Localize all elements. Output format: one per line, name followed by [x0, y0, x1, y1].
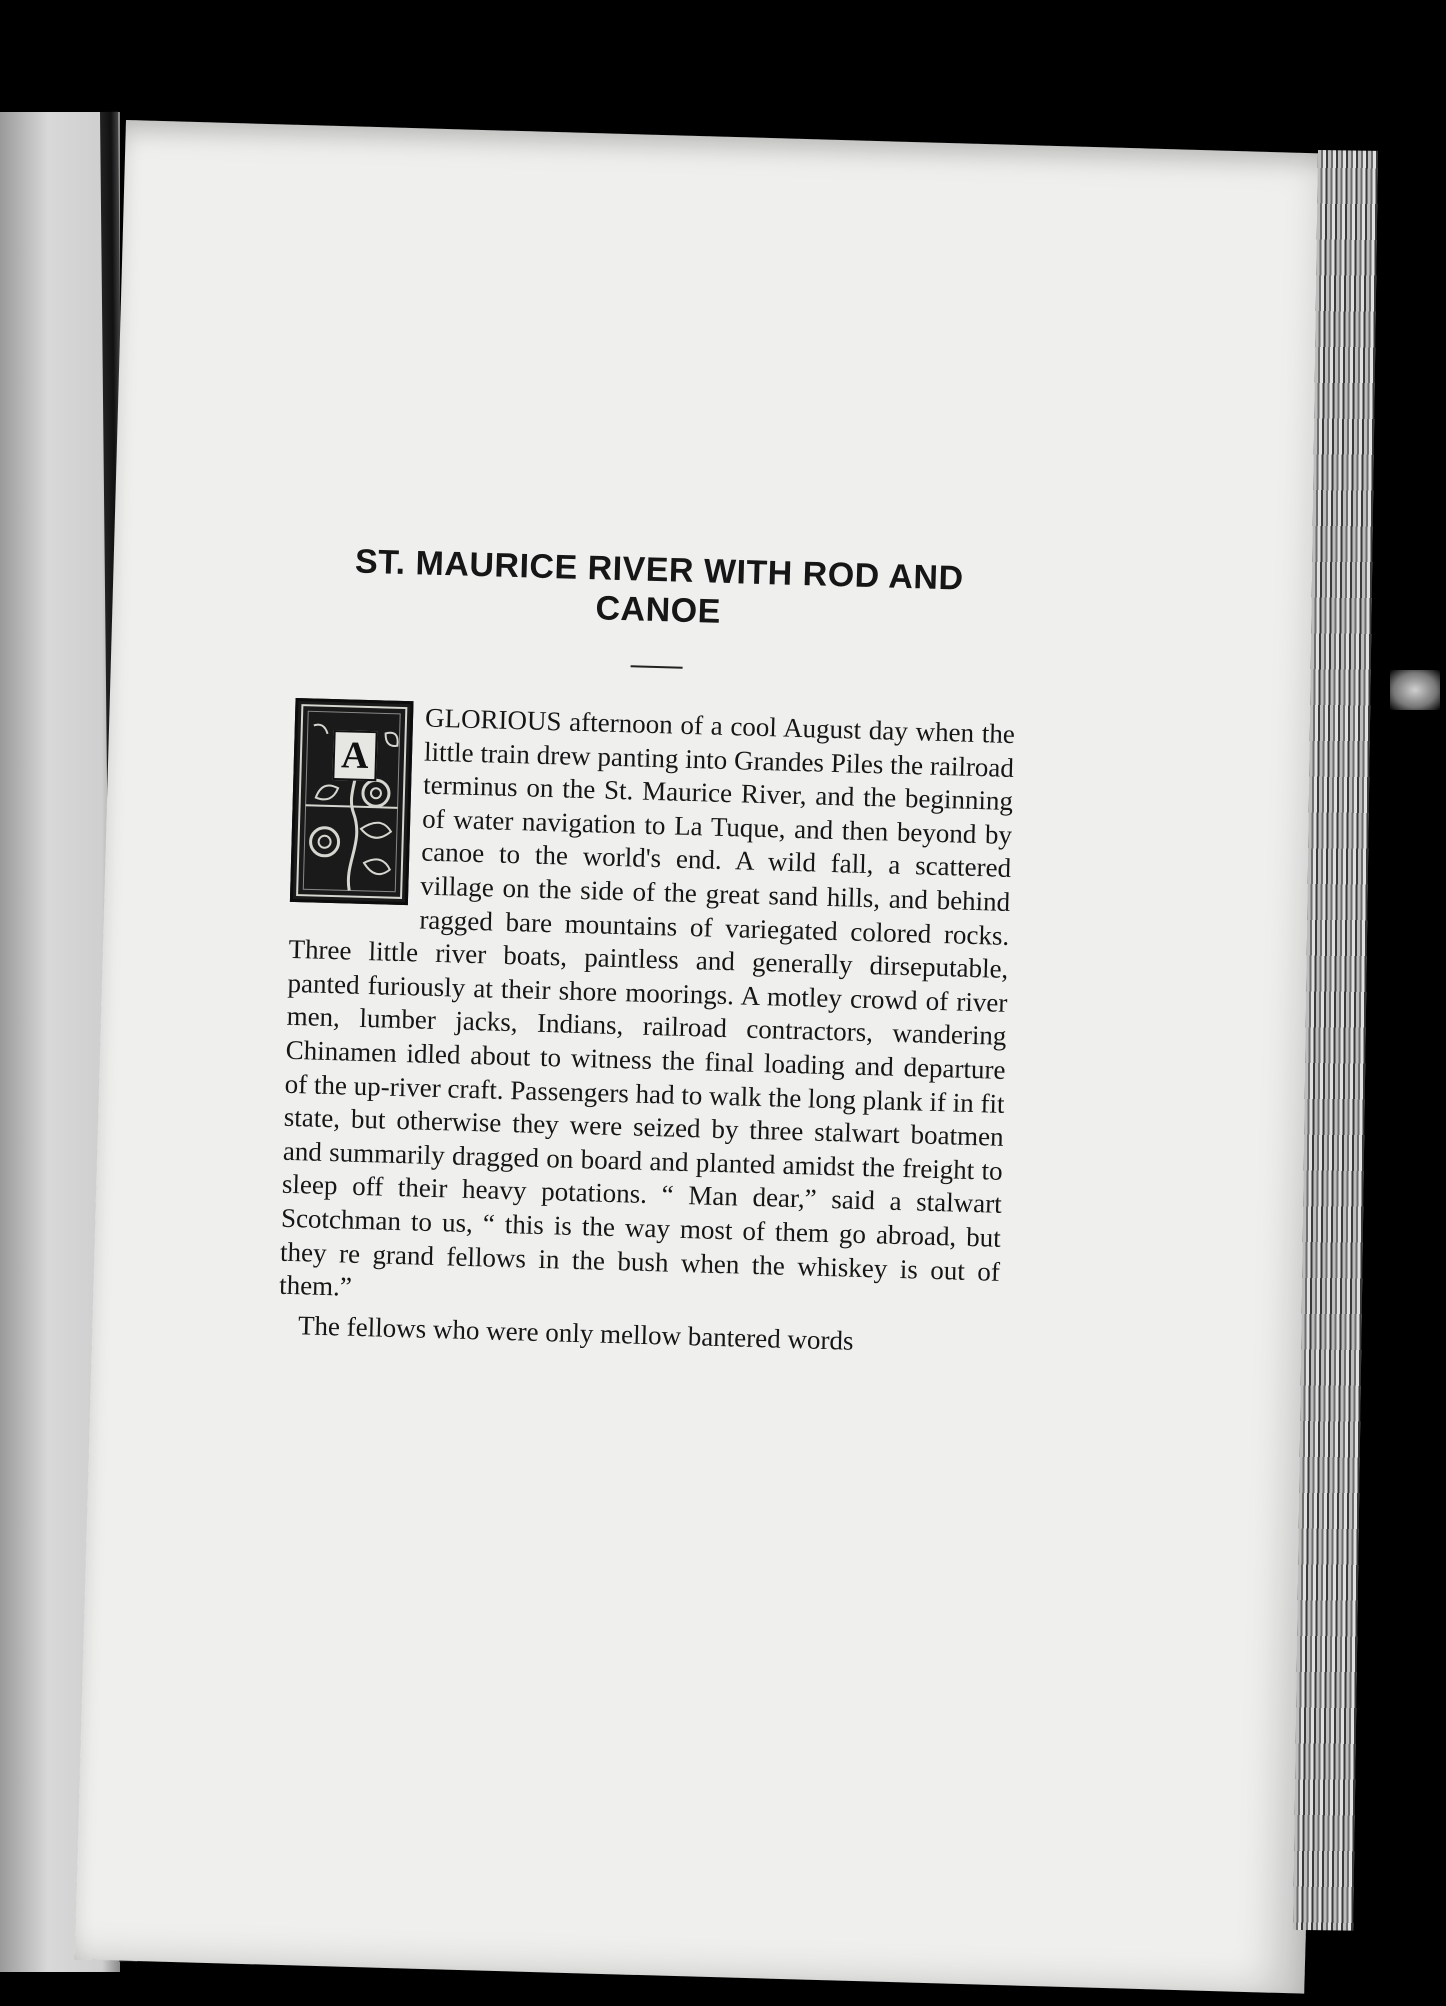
light-reflection [1390, 670, 1440, 710]
decorative-initial [290, 698, 414, 905]
paragraph-1: GLORIOUS afternoon of a cool August day when the little train drew panting into Grandes Piles the railroad terminus on the St. Maurice River, and the beginning of water navigation to La Tuque, and then beyond by canoe to the world's end. A wild fall, a scattered village on the side of the great sand hills, and behind ragged bare mountains of variegated colored rocks. Three little river boats, paintless and generally dirseputable, panted furiously at their shore moorings. A motley crowd of river men, lumber jacks, Indians, railroad contractors, wandering Chinamen idled about to witness the final loading and departure of the up-river craft. Passengers had to walk the long plank if in fit state, but otherwise they were seized by three stalwart boatmen and summarily dragged on board and planted amidst the freight to sleep off their heavy potations. “ Man dear,” said a stalwart Scotchman to us, “ this is the way most of them go abroad, but they re grand fellows in the bush when the whiskey is out of them.” [278, 702, 1016, 1302]
page-content [278, 540, 1020, 1362]
title-rule [631, 665, 683, 668]
drop-cap-letter: A [332, 730, 377, 781]
chapter-title: ST. MAURICE RIVER WITH ROD AND CANOE [354, 542, 965, 631]
paragraph-2: The fellows who were only mellow bantered words [297, 1309, 854, 1356]
